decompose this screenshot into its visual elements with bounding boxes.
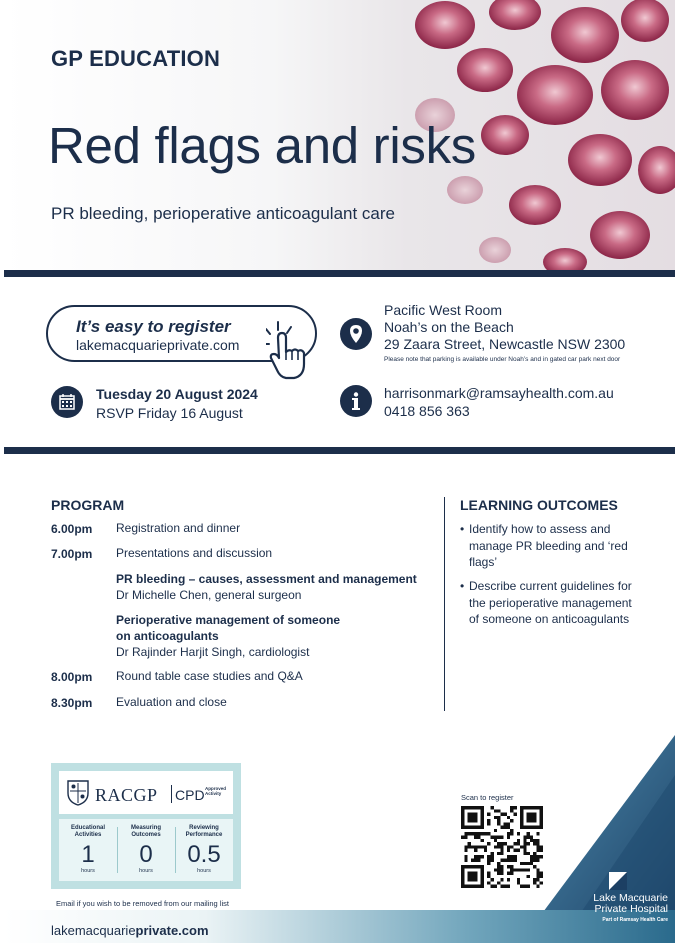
talk-title: PR bleeding – causes, assessment and management [116,572,417,586]
program-talk [116,612,340,660]
info-icon [340,385,372,417]
program-time: 8.30pm [51,696,93,710]
event-date: Tuesday 20 August 2024 [96,386,258,402]
cpd-hours-value: 0 [139,841,153,868]
venue-block [384,302,625,353]
program-item: Presentations and discussion [116,546,273,560]
hand-pointer-icon [266,320,330,382]
contact-phone[interactable]: 0418 856 363 [384,403,470,419]
rsvp-date: RSVP Friday 16 August [96,405,243,421]
venue-room: Pacific West Room [384,302,502,318]
hospital-affiliation: Part of Ramsay Health Care [602,917,668,923]
flyer-page [4,0,675,943]
racgp-cpd-badge [51,763,241,889]
talk-title: Perioperative management of someone [116,613,341,627]
bullet: • [460,522,465,536]
register-heading: It’s easy to register [76,317,231,336]
program-time: 8.00pm [51,670,93,684]
registration-qr-code[interactable] [461,806,543,888]
program-item: Registration and dinner [116,521,241,535]
hero-banner [4,0,675,270]
cpd-column-label: Educational Activities [70,825,105,838]
program-time: 6.00pm [51,522,93,536]
racgp-crest-icon [65,777,91,807]
hospital-logo-icon [609,872,627,890]
learning-outcomes-heading: LEARNING OUTCOMES [460,497,618,513]
url-prefix: lakemacquarie [51,923,136,938]
cpd-hours-unit: hours [197,868,211,874]
unsubscribe-note: Email if you wish to be removed from our mailing list [56,899,229,908]
page-subtitle: PR bleeding, perioperative anticoagulant care [51,204,396,223]
cpd-column [117,819,175,874]
cpd-hours-value: 1 [81,841,95,868]
program-time: 7.00pm [51,547,93,561]
talk-speaker: Dr Rajinder Harjit Singh, cardiologist [116,645,310,659]
contact-block [384,384,614,420]
program-talk [116,571,417,603]
cpd-label: CPD [175,787,205,803]
eyebrow-label: GP EDUCATION [51,46,221,71]
divider-top [4,270,675,277]
venue-address: 29 Zaara Street, Newcastle NSW 2300 [384,336,626,352]
activity-line: Activity [205,791,222,796]
learning-outcome-item [460,521,635,571]
cpd-hours-unit: hours [81,868,95,874]
program-item: Evaluation and close [116,695,227,709]
approved-line: Approved [205,786,227,791]
parking-note: Please note that parking is available under Noah’s and in gated car park next door [384,356,621,363]
learning-outcome-text: Identify how to assess and manage PR bleeding and ‘red flags’ [469,522,628,569]
talk-speaker: Dr Michelle Chen, general surgeon [116,588,302,602]
cpd-hours-panel [59,819,233,881]
cpd-separator [171,785,172,803]
learning-outcome-item [460,578,635,628]
divider-middle [4,447,675,454]
cpd-hours-value: 0.5 [187,841,221,868]
talk-title: on anticoagulants [116,629,219,643]
footer-website-link[interactable] [51,923,209,938]
url-suffix: private.com [135,923,209,938]
qr-label: Scan to register [461,793,514,802]
column-divider [444,497,445,711]
cpd-header [59,771,233,814]
program-heading: PROGRAM [51,497,125,513]
cpd-column [59,819,117,874]
learning-outcome-text: Describe current guidelines for the perioperative management of someone on anticoagulants [469,579,632,626]
calendar-icon [51,386,83,418]
contact-email[interactable]: harrisonmark@ramsayhealth.com.au [384,385,614,401]
cpd-column-label: Measuring Outcomes [130,825,161,838]
hospital-name-line: Private Hospital [594,903,668,915]
cpd-column-label: Reviewing Performance [185,825,223,838]
register-link[interactable]: lakemacquarieprivate.com [76,337,240,353]
location-pin-icon [340,318,372,350]
approved-activity-label [205,786,226,796]
program-item: Round table case studies and Q&A [116,669,303,683]
page-title: Red flags and risks [48,117,476,174]
racgp-wordmark: RACGP [95,785,158,805]
hospital-name [564,893,668,915]
cpd-column [175,819,233,874]
hospital-name-line: Lake Macquarie [593,892,668,904]
cpd-hours-unit: hours [139,868,153,874]
venue-place: Noah’s on the Beach [384,319,514,335]
bullet: • [460,579,465,593]
